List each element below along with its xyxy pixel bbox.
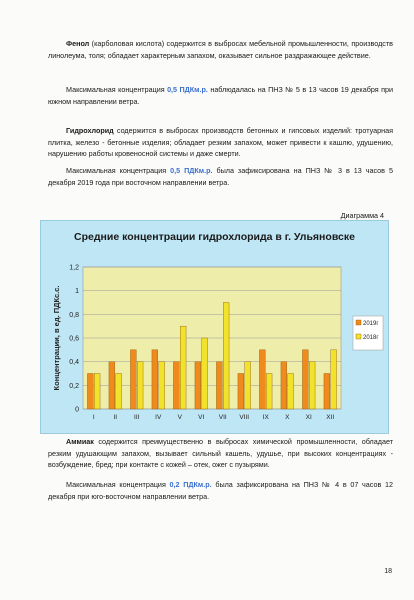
x-tick-label: X: [285, 414, 290, 421]
bar-2019г-VII: [216, 362, 222, 409]
bar-chart: [41, 221, 388, 433]
chart-title: Средние концентрации гидрохлорида в г. Ульяновске: [74, 231, 355, 243]
phenol-max-post: наблюдалась на ПНЗ № 5 в 13 часов 19 декабря при южном направлении ветра.: [48, 85, 393, 106]
x-tick-label: IX: [262, 414, 269, 421]
bar-2018г-II: [116, 374, 122, 410]
y-tick-label: 0,8: [69, 311, 79, 319]
legend-swatch: [356, 334, 361, 339]
x-tick-label: IV: [155, 414, 162, 421]
ammonia-max-value: 0,2 ПДКм.р.: [169, 480, 212, 489]
y-tick-label: 1,2: [69, 264, 79, 272]
x-tick-label: VIII: [239, 414, 250, 421]
x-tick-label: I: [92, 414, 95, 421]
x-tick-label: VI: [198, 414, 205, 421]
page-number: 18: [384, 568, 392, 575]
bar-2019г-V: [173, 362, 179, 409]
bar-2018г-I: [94, 374, 100, 410]
x-tick-label: V: [177, 414, 182, 421]
y-tick-label: 0,4: [69, 359, 79, 367]
bar-2018г-IV: [159, 362, 165, 409]
y-tick-label: 0,6: [69, 335, 79, 343]
bar-2019г-VI: [195, 362, 201, 409]
hcl-max-pre: Максимальная концентрация: [66, 166, 171, 175]
hcl-description: содержится в выбросах производств бетонных и гипсовых изделий: тротуарная плитка, железо - бетонные изделия; обладает резким запахом, может привести к кашлю, удушению, нарушению работы кровеносной системы и даже смерти.: [48, 126, 393, 158]
legend-swatch: [356, 320, 361, 325]
bar-2018г-III: [137, 362, 143, 409]
bar-2019г-IV: [152, 350, 158, 409]
bar-2019г-I: [87, 374, 93, 410]
ammonia-max-post: была зафиксирована на ПНЗ № 4 в 07 часов 12 декабря при юго-восточном направлении ветра.: [48, 480, 393, 501]
bar-2018г-V: [180, 326, 186, 409]
phenol-description: (карболовая кислота) содержится в выбросах мебельной промышленности, производств линолеума, толя; обладает характерным запахом, оказывает сильное раздражающее действие.: [48, 39, 393, 60]
bar-2019г-XII: [324, 374, 330, 410]
y-tick-label: 0,2: [69, 382, 79, 390]
x-tick-label: XII: [326, 414, 335, 421]
x-tick-label: XI: [305, 414, 312, 421]
hcl-term: Гидрохлорид: [66, 126, 114, 135]
phenol-max-pre: Максимальная концентрация: [66, 85, 168, 94]
bar-2019г-II: [109, 362, 115, 409]
hcl-max-paragraph: [48, 165, 393, 188]
ammonia-term: Аммиак: [66, 437, 94, 446]
ammonia-max-paragraph: [48, 479, 393, 502]
x-tick-label: III: [134, 414, 140, 421]
phenol-max-value: 0,5 ПДКм.р.: [167, 85, 208, 94]
hcl-paragraph: [48, 125, 393, 160]
bar-2019г-IX: [259, 350, 265, 409]
bar-2019г-X: [281, 362, 287, 409]
y-tick-label: 1: [75, 288, 79, 296]
ammonia-max-pre: Максимальная концентрация: [66, 480, 170, 489]
bar-2018г-X: [288, 374, 294, 410]
phenol-term: Фенол: [66, 39, 90, 48]
bar-2019г-III: [130, 350, 136, 409]
diagram-label: Диаграмма 4: [340, 211, 384, 220]
hcl-max-value: 0,5 ПДКм.р.: [170, 166, 213, 175]
legend-label: 2018г: [363, 335, 379, 341]
bar-2018г-IX: [266, 374, 272, 410]
hcl-max-post: была зафиксирована на ПНЗ № 3 в 13 часов 5 декабря 2019 года при восточном направлении ветра.: [48, 166, 393, 187]
bar-2018г-VIII: [245, 362, 251, 409]
x-tick-label: II: [113, 414, 118, 421]
y-tick-label: 0: [75, 406, 79, 414]
x-tick-label: VII: [218, 414, 227, 421]
y-axis-label: Концентрации, в ед. ПДКс.с.: [52, 285, 61, 391]
bar-2018г-VII: [223, 303, 229, 410]
ammonia-paragraph: [48, 436, 393, 471]
legend-label: 2019г: [363, 321, 379, 327]
phenol-max-paragraph: [48, 84, 393, 107]
bar-2018г-VI: [202, 338, 208, 409]
bar-2018г-XI: [309, 362, 315, 409]
bar-2018г-XII: [331, 350, 337, 409]
chart-container: [40, 220, 389, 434]
ammonia-description: содержится преимущественно в выбросах химической промышленности, обладает резким удушающим запахом, вызывает сильный кашель, удушье, при высоких концентрациях - возбуждение, бред; при контакте с кожей – отек, ожег с пузырями.: [48, 437, 393, 469]
bar-2019г-XI: [302, 350, 308, 409]
bar-2019г-VIII: [238, 374, 244, 410]
phenol-paragraph: [48, 38, 393, 61]
